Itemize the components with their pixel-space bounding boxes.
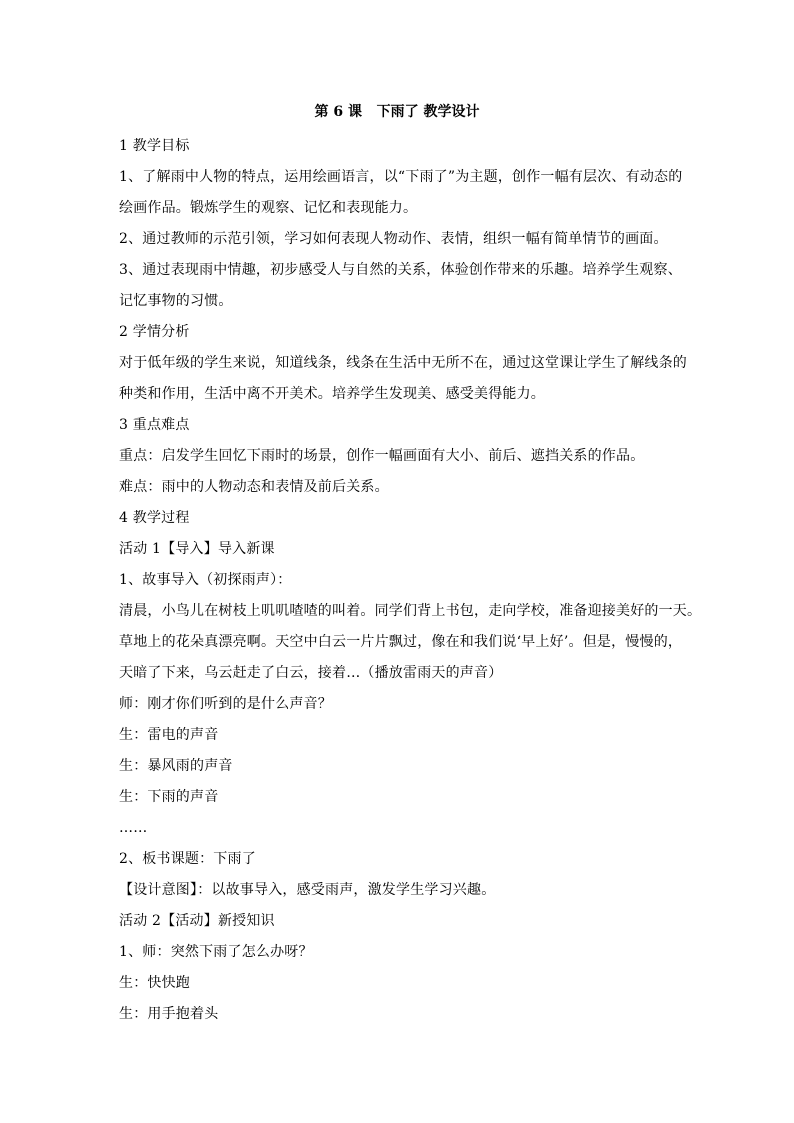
dialogue-line: 生：暴风雨的声音 (119, 758, 233, 774)
key-points-heading: 3 重点难点 (119, 417, 190, 433)
paragraph-line: 【设计意图】：以故事导入，感受雨声，激发学生学习兴趣。 (119, 882, 496, 898)
paragraph-line: 重点：启发学生回忆下雨时的场景，创作一幅画面有大小、前后、遮挡关系的作品。 (119, 448, 645, 464)
paragraph-line: 1、故事导入（初探雨声）： (119, 572, 292, 588)
paragraph-line: 对于低年级的学生来说，知道线条，线条在生活中无所不在，通过这堂课让学生了解线条的 (119, 355, 687, 371)
activity-heading: 活动 2【活动】新授知识 (119, 913, 275, 929)
paragraph-line: 2、通过教师的示范引领，学习如何表现人物动作、表情，组织一幅有简单情节的画面。 (119, 231, 668, 247)
paragraph-line: 2、板书课题：下雨了 (119, 851, 256, 867)
dialogue-line: 1、师：突然下雨了怎么办呀？ (119, 944, 313, 960)
dialogue-line: 生：用手抱着头 (119, 1006, 219, 1022)
ellipsis-line: …… (119, 820, 148, 836)
dialogue-line: 师：刚才你们听到的是什么声音？ (119, 696, 332, 712)
document-title: 第 6 课 下雨了 教学设计 (314, 104, 480, 120)
analysis-heading: 2 学情分析 (119, 324, 190, 340)
activity-heading: 活动 1【导入】导入新课 (119, 541, 275, 557)
process-heading: 4 教学过程 (119, 510, 190, 526)
paragraph-line: 3、通过表现雨中情趣，初步感受人与自然的关系，体验创作带来的乐趣。培养学生观察、 (119, 262, 682, 278)
dialogue-line: 生：快快跑 (119, 975, 190, 991)
paragraph-line: 难点：雨中的人物动态和表情及前后关系。 (119, 479, 389, 495)
objectives-heading: 1 教学目标 (119, 138, 190, 154)
paragraph-line: 记忆事物的习惯。 (119, 293, 233, 309)
paragraph-line: 绘画作品。锻炼学生的观察、记忆和表现能力。 (119, 200, 418, 216)
paragraph-line: 草地上的花朵真漂亮啊。天空中白云一片片飘过，像在和我们说‘早上好’。但是，慢慢的， (119, 634, 683, 650)
paragraph-line: 清晨，小鸟儿在树枝上叽叽喳喳的叫着。同学们背上书包，走向学校，准备迎接美好的一天。 (119, 603, 702, 619)
dialogue-line: 生：雷电的声音 (119, 727, 219, 743)
dialogue-line: 生：下雨的声音 (119, 789, 219, 805)
document-body (119, 131, 702, 1030)
paragraph-line: 天暗了下来，乌云赶走了白云，接着…（播放雷雨天的声音） (119, 665, 503, 681)
paragraph-line: 种类和作用，生活中离不开美术。培养学生发现美、感受美得能力。 (119, 386, 545, 402)
paragraph-line: 1、了解雨中人物的特点，运用绘画语言，以“下雨了”为主题，创作一幅有层次、有动态的 (119, 169, 683, 185)
